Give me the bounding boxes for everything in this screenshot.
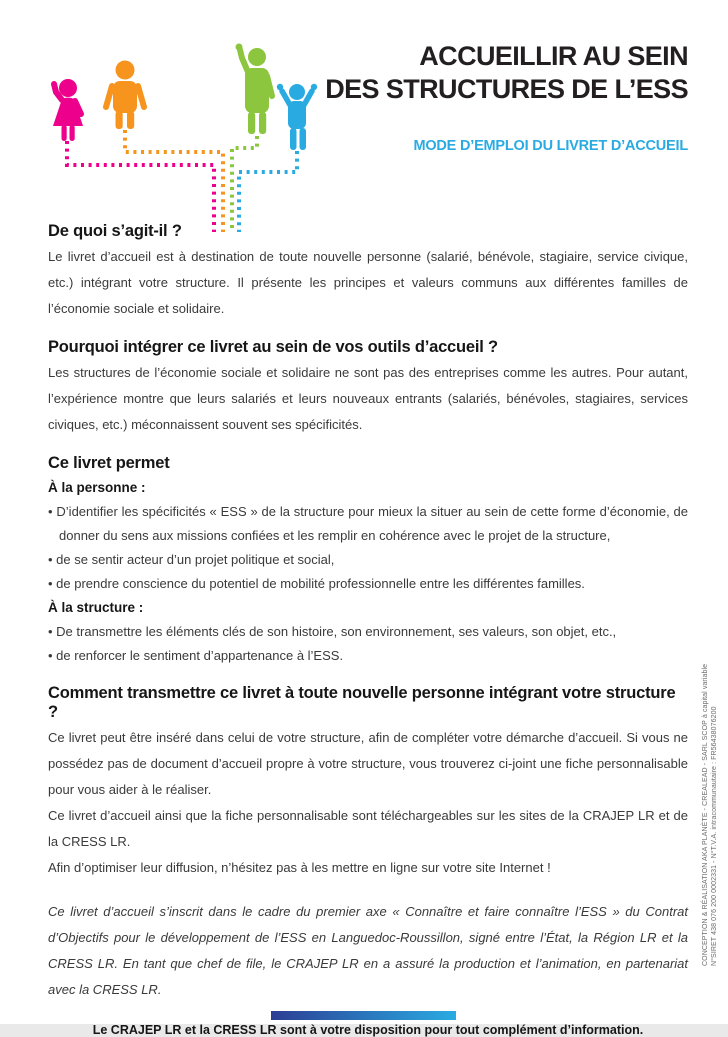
- section-paragraph: Ce livret d’accueil ainsi que la fiche personnalisable sont téléchargeables sur les sites de la CRAJEP LR et de la CRESS LR.: [48, 808, 688, 849]
- print-credits-line1: CONCEPTION & RÉALISATION AKA PLANÈTE - CREALEAD - SARL SCOP à capital variable: [702, 663, 709, 966]
- green-dotted-trail: [232, 136, 257, 232]
- group-label-structure: À la structure :: [48, 600, 144, 615]
- woman-figure-icon: [53, 79, 83, 141]
- page-title-line2: DES STRUCTURES DE L’ESS: [325, 74, 688, 104]
- man-raised-arm-figure-icon: [236, 44, 273, 135]
- document-body: [48, 222, 688, 1037]
- section-heading-ce-livret-permet: Ce livret permet: [48, 454, 170, 472]
- context-note-italic: Ce livret d’accueil s’inscrit dans le cadre du premier axe « Connaître et faire connaître l’ESS » du Contrat d’Objectifs pour le développement de l’ESS en Languedoc-Roussillon, signé entre l’État, la Région LR et la CRESS LR. En tant que chef de file, le CRAJEP LR en a assuré la production et l’animation, en partenariat avec la CRESS LR.: [48, 904, 688, 997]
- blue-dotted-trail: [239, 151, 297, 232]
- section-paragraph: Le livret d’accueil est à destination de toute nouvelle personne (salarié, bénévole, stagiaire, service civique, etc.) intégrant votre structure. Il présente les principes et valeurs communs aux différentes familles de l’économie sociale et solidaire.: [48, 249, 688, 316]
- bullet-list-personne: [48, 500, 688, 596]
- bullet-item: • De transmettre les éléments clés de son histoire, son environnement, ses valeurs, son objet, etc.,: [48, 620, 688, 644]
- bullet-item: • de prendre conscience du potentiel de mobilité professionnelle entre les différentes familles.: [48, 572, 688, 596]
- section-paragraph: Ce livret peut être inséré dans celui de votre structure, afin de compléter votre démarche d’accueil. Si vous ne possédez pas de document d’accueil propre à votre structure, vous trouverez ci-joint une fiche personnalisable pour vous aider à le réaliser.: [48, 730, 688, 797]
- page-subtitle: MODE D’EMPLOI DU LIVRET D’ACCUEIL: [413, 138, 688, 154]
- print-credits: [701, 664, 719, 966]
- orange-dotted-trail: [125, 130, 223, 232]
- group-label-personne: À la personne :: [48, 480, 146, 495]
- page-title-line1: ACCUEILLIR AU SEIN: [419, 41, 688, 71]
- footer-contact-line: Le CRAJEP LR et la CRESS LR sont à votre disposition pour tout complément d’information.: [92, 1023, 644, 1037]
- section-heading-de-quoi: De quoi s’agit-il ?: [48, 222, 182, 240]
- people-trails-graphic: [40, 40, 370, 240]
- man-figure-icon: [106, 61, 144, 130]
- bullet-item: • D’identifier les spécificités « ESS » de la structure pour mieux la situer au sein de cette forme d’économie, de donner du sens aux missions confiées et les remplir en cohérence avec le projet de la structure,: [48, 500, 688, 548]
- bullet-list-structure: [48, 620, 688, 668]
- section-heading-pourquoi: Pourquoi intégrer ce livret au sein de vos outils d’accueil ?: [48, 338, 498, 356]
- section-paragraph: Les structures de l’économie sociale et solidaire ne sont pas des entreprises comme les autres. Pour autant, l’expérience montre que leurs salariés et leurs nouveaux entrants (salariés, bénévoles, stagiaires, services civiques, etc.) méconnaissent souvent ses spécificités.: [48, 365, 688, 432]
- bottom-gradient-bar: [271, 1011, 456, 1020]
- section-heading-comment: Comment transmettre ce livret à toute nouvelle personne intégrant votre structure ?: [48, 684, 676, 721]
- person-cheering-figure-icon: [277, 84, 317, 150]
- print-credits-line2: N°SIRET 438 076 200 0002331 - N°T.V.A. intracommunautaire : FR56438076200: [711, 706, 718, 966]
- section-paragraph: Afin d’optimiser leur diffusion, n’hésitez pas à les mettre en ligne sur votre site Internet !: [48, 860, 551, 875]
- bullet-item: • de se sentir acteur d’un projet politique et social,: [48, 548, 688, 572]
- pink-dotted-trail: [67, 141, 214, 232]
- bullet-item: • de renforcer le sentiment d’appartenance à l’ESS.: [48, 644, 688, 668]
- page-title: [325, 40, 688, 106]
